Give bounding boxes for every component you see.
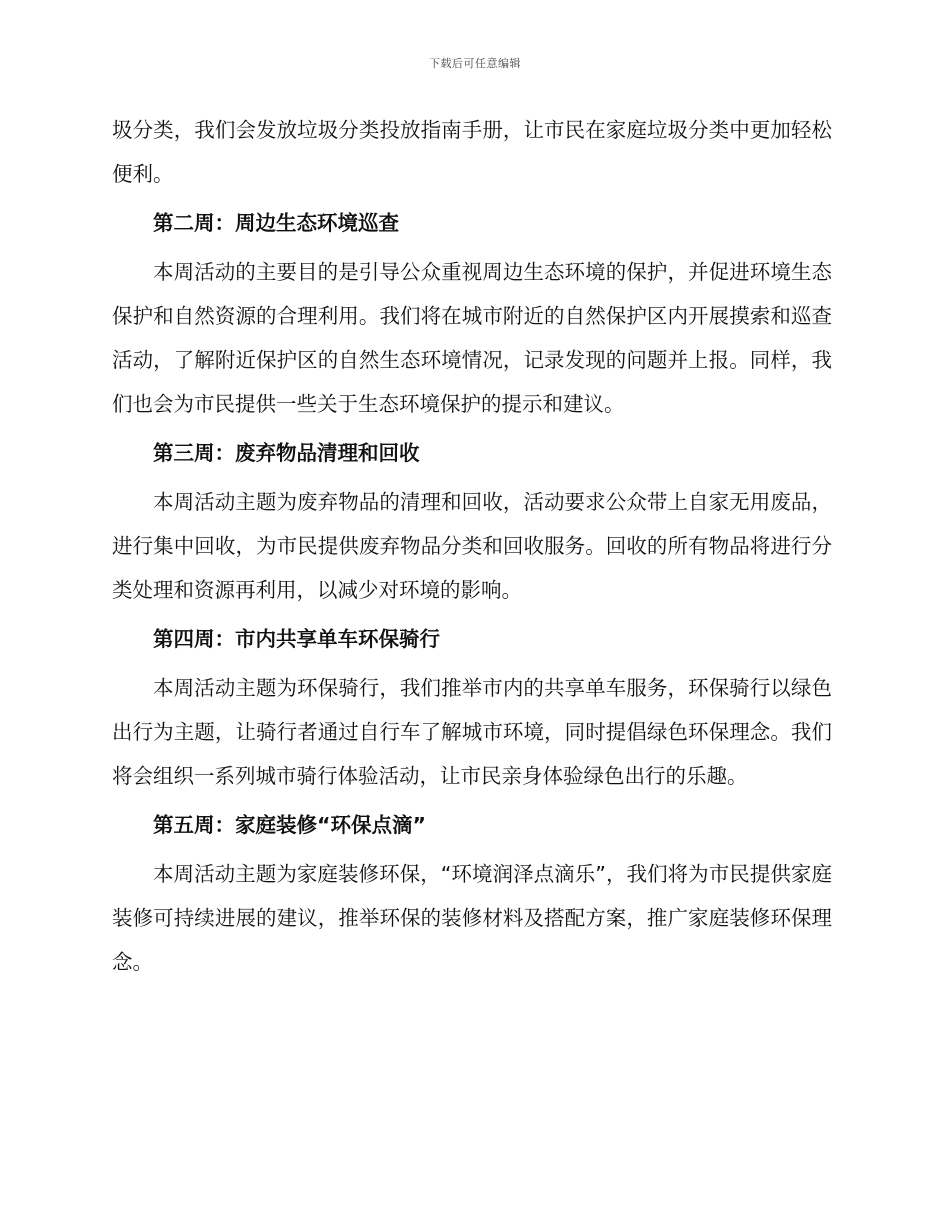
section-body-week-4: 本周活动主题为环保骑行，我们推举市内的共享单车服务，环保骑行以绿色出行为主题，让骑行者通过自行车了解城市环境，同时提倡绿色环保理念。我们将会组织一系列城市骑行体验活动，让市民亲身体验绿色出行的乐趣。 (112, 676, 832, 788)
section-heading-week-3: 第三周：废弃物品清理和回收 (153, 441, 420, 465)
page-header: 下载后可任意编辑 (429, 57, 521, 70)
intro-paragraph: 圾分类，我们会发放垃圾分类投放指南手册，让市民在家庭垃圾分类中更加轻松便利。 (112, 118, 832, 186)
section-body-week-2: 本周活动的主要目的是引导公众重视周边生态环境的保护，并促进环境生态保护和自然资源的合理利用。我们将在城市附近的自然保护区内开展摸索和巡查活动，了解附近保护区的自然生态环境情况，记录发现的问题并上报。同样，我们也会为市民提供一些关于生态环境保护的提示和建议。 (112, 260, 832, 416)
section-body-week-3: 本周活动主题为废弃物品的清理和回收，活动要求公众带上自家无用废品，进行集中回收，为市民提供废弃物品分类和回收服务。回收的所有物品将进行分类处理和资源再利用，以减少对环境的影响。 (112, 490, 832, 602)
section-body-week-5: 本周活动主题为家庭装修环保，“环境润泽点滴乐”，我们将为市民提供家庭装修可持续进展的建议，推举环保的装修材料及搭配方案，推广家庭装修环保理念。 (112, 862, 832, 974)
section-heading-week-2: 第二周：周边生态环境巡查 (153, 211, 399, 235)
section-heading-week-5: 第五周：家庭装修“环保点滴” (153, 813, 426, 837)
document-body (112, 108, 832, 984)
section-heading-week-4: 第四周：市内共享单车环保骑行 (153, 627, 440, 651)
